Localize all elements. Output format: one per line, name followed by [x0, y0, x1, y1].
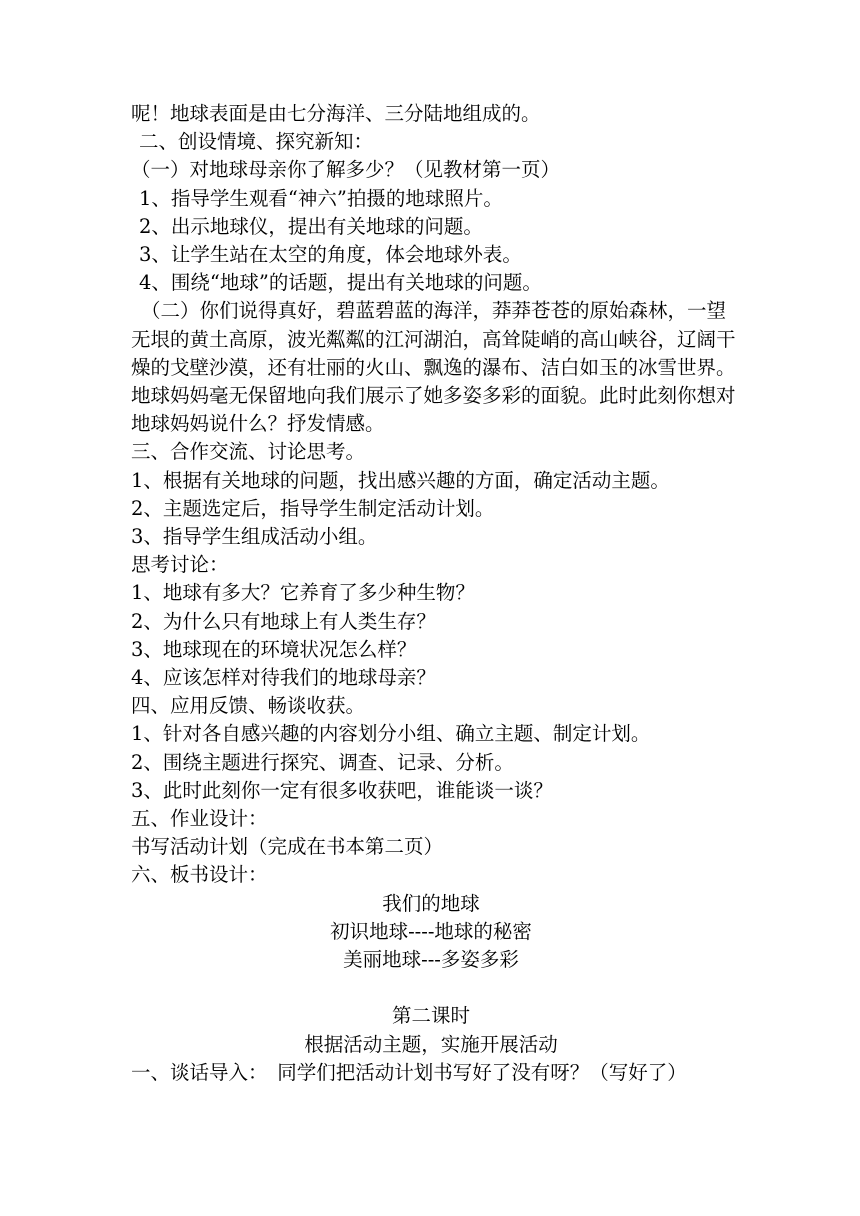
list-item: 2、出示地球仪，提出有关地球的问题。 [139, 214, 483, 238]
section-heading: 五、作业设计： [131, 807, 268, 831]
document-body [131, 100, 741, 1087]
subsection-heading: （一）对地球母亲你了解多少？（见教材第一页） [131, 158, 561, 182]
lesson-subtitle: 根据活动主题，实施开展活动 [304, 1032, 558, 1056]
list-item: 4、围绕“地球”的话题，提出有关地球的问题。 [139, 271, 542, 295]
paragraph: （二）你们说得真好，碧蓝碧蓝的海洋，莽莽苍苍的原始森林，一望无垠的黄土高原，波光粼粼的江河湖泊，高耸陡峭的高山峡谷，辽阔干燥的戈壁沙漠，还有壮丽的火山、飘逸的瀑布、洁白如玉的冰雪世界。地球妈妈毫无保留地向我们展示了她多姿多彩的面貌。此时此刻你想对地球妈妈说什么？抒发情感。 [131, 299, 736, 436]
list-item: 3、地球现在的环境状况怎么样？ [131, 637, 417, 661]
list-item: 2、围绕主题进行探究、调查、记录、分析。 [131, 750, 514, 774]
spacer [131, 974, 741, 1002]
section-heading: 一、谈话导入： 同学们把活动计划书写好了没有呀？（写好了） [131, 1060, 687, 1084]
list-item: 2、为什么只有地球上有人类生存？ [131, 609, 436, 633]
list-item: 3、指导学生组成活动小组。 [131, 525, 378, 549]
list-item: 4、应该怎样对待我们的地球母亲？ [131, 666, 436, 690]
section-heading: 二、创设情境、探究新知： [139, 130, 374, 154]
board-line: 初识地球----地球的秘密 [330, 919, 532, 943]
subsection-heading: 思考讨论： [131, 553, 229, 577]
text-line: 呢！地球表面是由七分海洋、三分陆地组成的。 [131, 102, 541, 125]
list-item: 1、地球有多大？它养育了多少种生物？ [131, 581, 475, 605]
list-item: 1、指导学生观看“神六”拍摄的地球照片。 [139, 186, 503, 210]
section-heading: 六、板书设计： [131, 863, 268, 887]
text-line: 书写活动计划（完成在书本第二页） [131, 835, 444, 859]
section-heading: 四、应用反馈、畅谈收获。 [131, 694, 366, 718]
lesson-title: 第二课时 [391, 1004, 470, 1028]
list-item: 1、根据有关地球的问题，找出感兴趣的方面，确定活动主题。 [131, 468, 670, 492]
list-item: 2、主题选定后，指导学生制定活动计划。 [131, 496, 495, 520]
board-title: 我们的地球 [382, 891, 480, 915]
section-heading: 三、合作交流、讨论思考。 [131, 440, 366, 464]
list-item: 3、此时此刻你一定有很多收获吧，谁能谈一谈？ [131, 778, 553, 802]
list-item: 3、让学生站在太空的角度，体会地球外表。 [139, 243, 522, 267]
list-item: 1、针对各自感兴趣的内容划分小组、确立主题、制定计划。 [131, 722, 651, 746]
board-line: 美丽地球---多姿多彩 [343, 948, 519, 972]
